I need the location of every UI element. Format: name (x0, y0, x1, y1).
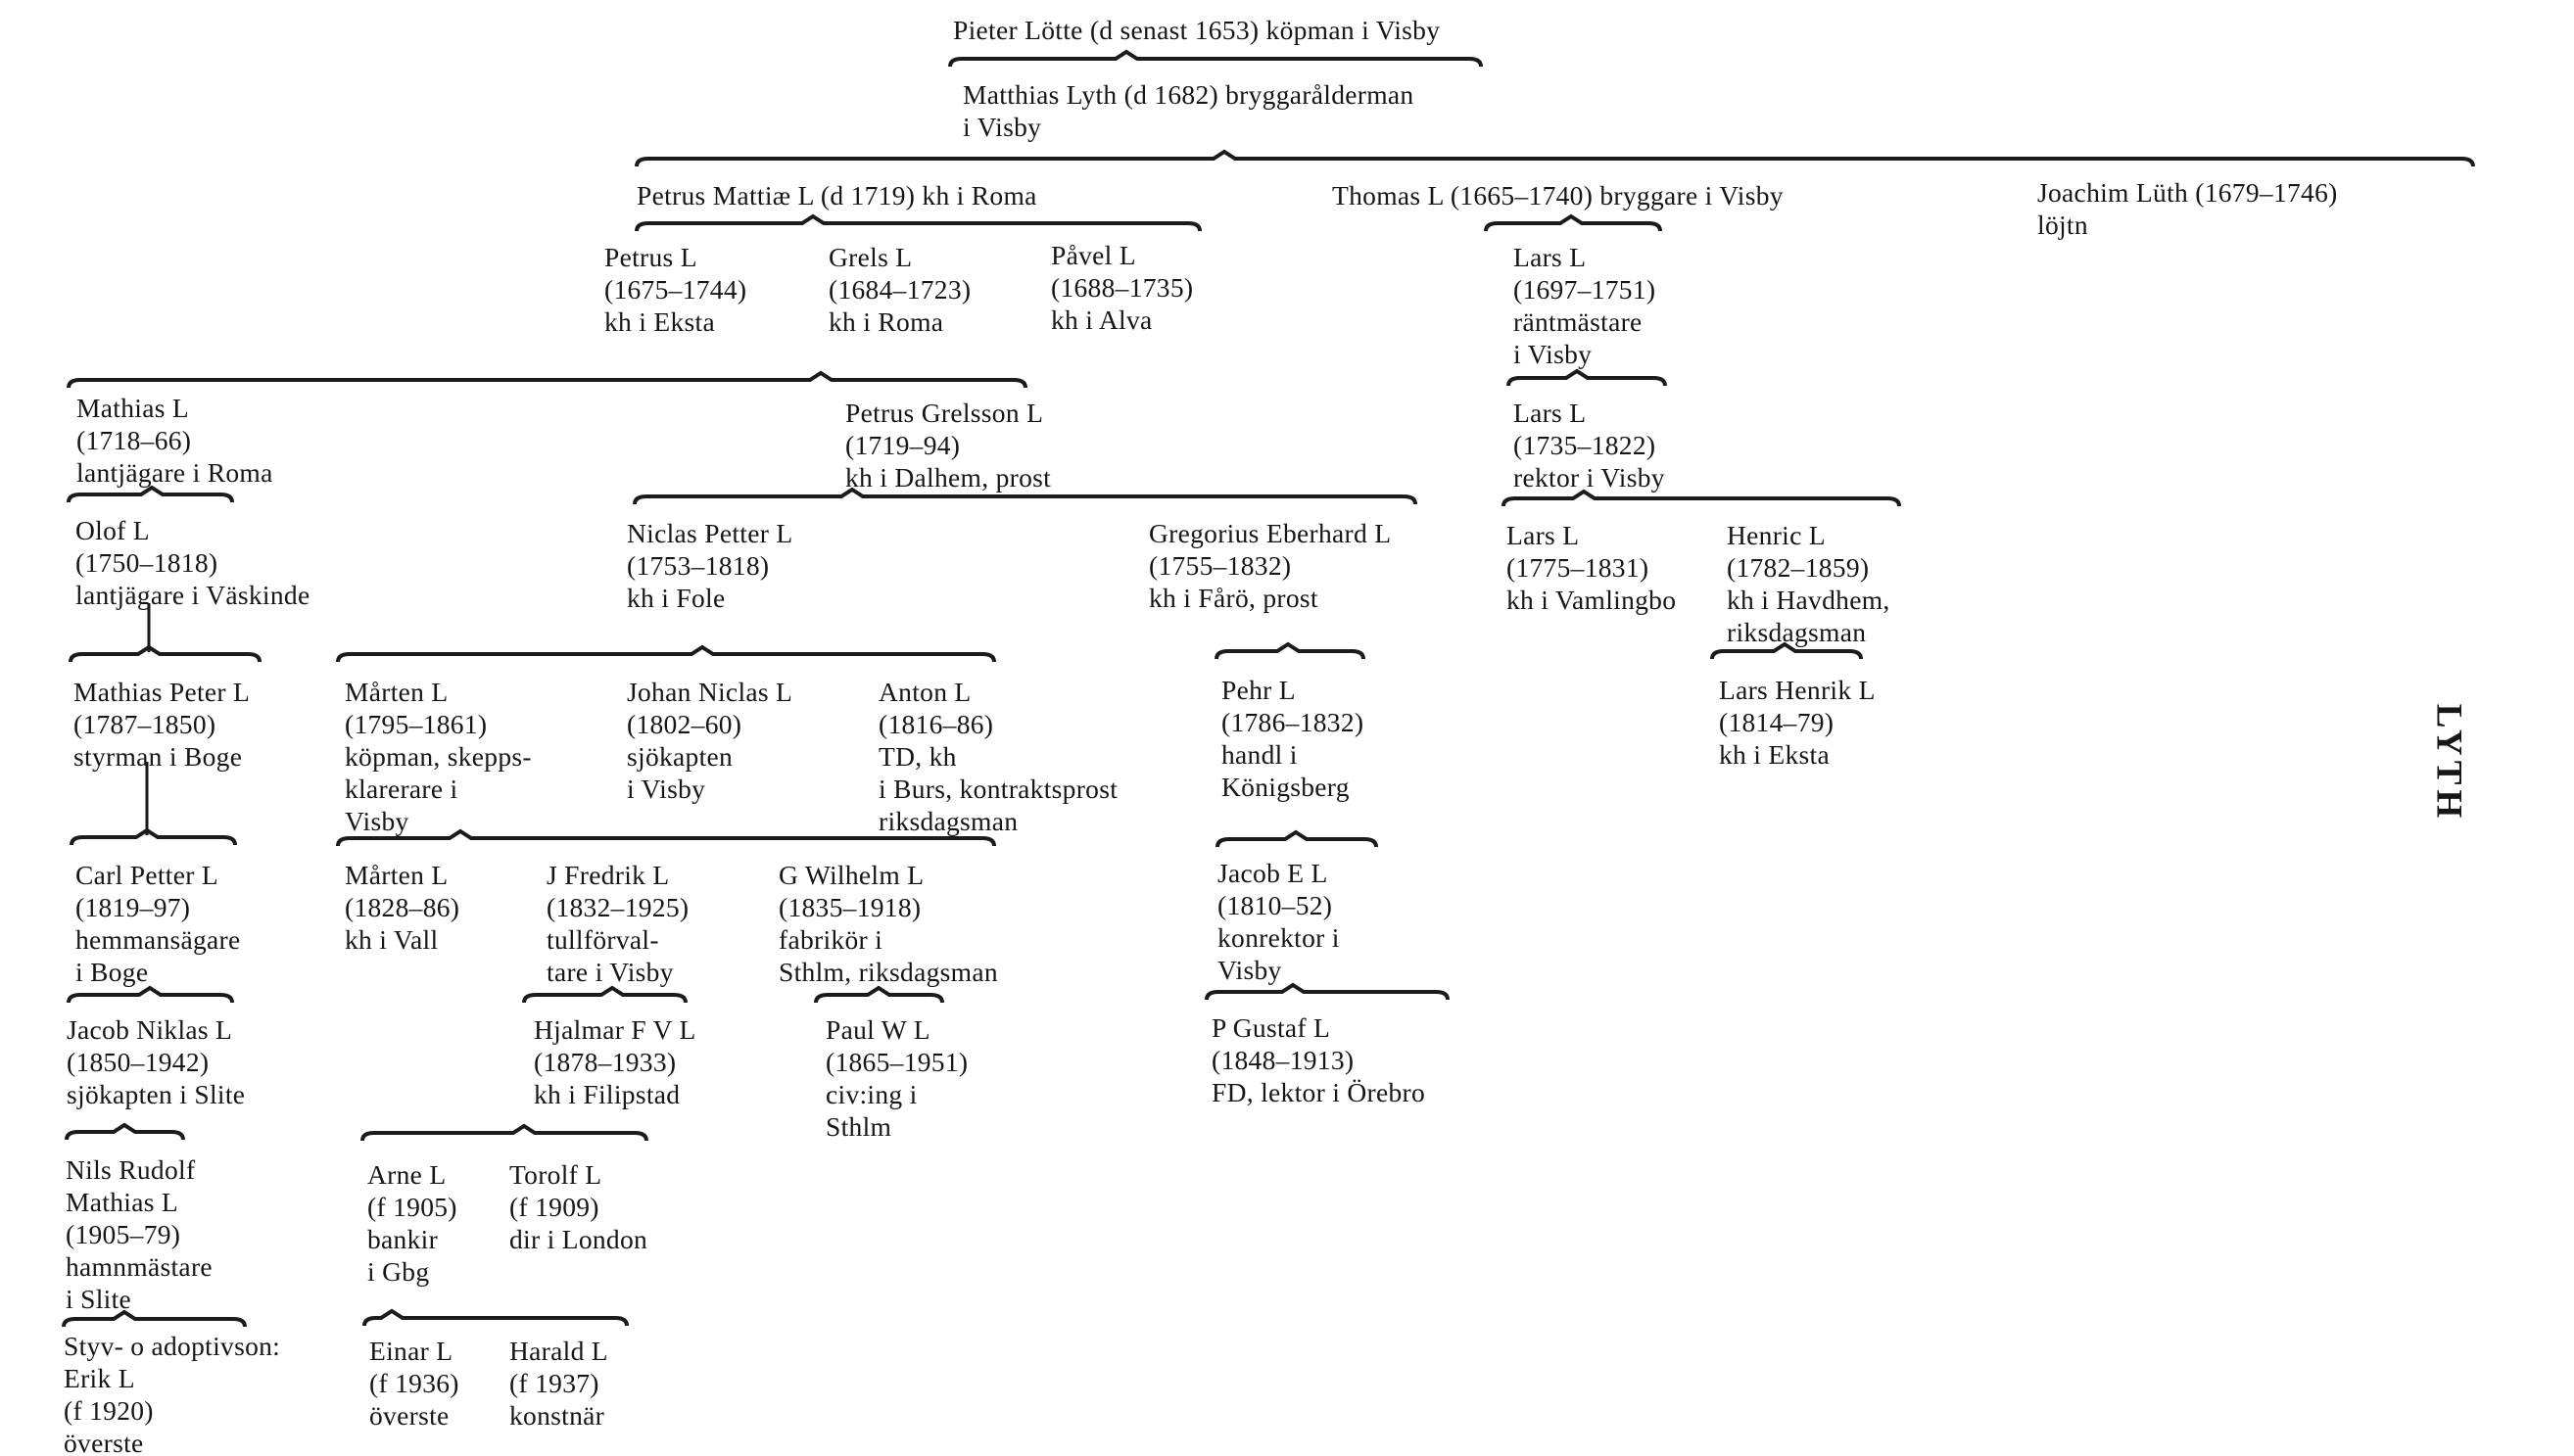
person-thomas (1332, 179, 1784, 211)
person-text-line: (1795–1861) (345, 709, 488, 739)
person-text-line: Einar L (369, 1336, 453, 1366)
person-marten-1795 (345, 676, 532, 837)
person-hjalmar (534, 1013, 696, 1110)
person-text-line: (f 1920) (64, 1395, 154, 1426)
person-gregorius-eberhard (1149, 517, 1391, 614)
person-henric (1727, 519, 1890, 648)
person-text-line: (1684–1723) (829, 274, 972, 305)
person-text-line: kh i Havdhem, (1727, 585, 1890, 615)
descent-bracket-b-niclas-petter-children (338, 647, 994, 662)
person-text-line: riksdagsman (879, 806, 1019, 836)
person-text-line: Jacob Niklas L (67, 1014, 233, 1045)
person-text-line: Sthlm (826, 1111, 892, 1142)
person-text-line: Königsberg (1221, 772, 1350, 802)
person-j-fredrik (547, 859, 689, 988)
person-jacob-niklas (67, 1013, 245, 1110)
person-text-line: Grels L (829, 242, 913, 272)
descent-bracket-b-gregorius-children (1216, 644, 1363, 659)
person-text-line: handl i (1221, 739, 1298, 770)
person-text-line: Mathias L (66, 1187, 178, 1217)
person-text-line: hamnmästare (66, 1251, 213, 1282)
person-text-line: (1719–94) (845, 430, 961, 460)
person-text-line: kh i Eksta (604, 306, 715, 337)
person-text-line: (1750–1818) (75, 547, 218, 578)
person-text-line: Hjalmar F V L (534, 1014, 696, 1045)
person-text-line: lantjägare i Väskinde (75, 580, 310, 610)
person-text-line: Harald L (509, 1336, 608, 1366)
person-text-line: överste (64, 1428, 144, 1456)
person-pavel (1051, 239, 1193, 336)
person-text-line: P Gustaf L (1212, 1012, 1331, 1043)
family-name-side-label: LYTH (2428, 703, 2469, 823)
descent-bracket-b-carl-petter-children (69, 988, 232, 1003)
person-text-line: Arne L (367, 1159, 447, 1190)
person-text-line: i Boge (75, 957, 149, 987)
person-text-line: Petrus Mattiæ L (d 1719) kh i Roma (637, 180, 1037, 211)
person-text-line: (1802–60) (627, 709, 742, 739)
person-text-line: Lars L (1513, 398, 1587, 428)
person-erik (64, 1330, 280, 1456)
person-lars-1775 (1506, 519, 1676, 616)
person-text-line: kh i Dalhem, prost (845, 462, 1052, 493)
person-text-line: (f 1905) (367, 1192, 457, 1222)
person-text-line: räntmästare (1513, 306, 1643, 337)
descent-bracket-b-lars1735-children (1503, 492, 1899, 506)
descent-bracket-b-gwilhelm-children (816, 988, 942, 1003)
person-text-line: Jacob E L (1217, 858, 1328, 888)
person-text-line: Lars L (1506, 520, 1580, 550)
person-text-line: (1753–1818) (627, 550, 770, 581)
person-text-line: kh i Eksta (1719, 739, 1830, 770)
descent-bracket-b-mathias1718-children (69, 488, 232, 502)
person-text-line: Pehr L (1221, 675, 1296, 705)
person-text-line: Anton L (879, 677, 972, 707)
person-harald (509, 1335, 608, 1432)
person-text-line: Joachim Lüth (1679–1746) (2037, 177, 2338, 208)
person-text-line: TD, kh (879, 741, 957, 772)
person-text-line: Petrus Grelsson L (845, 398, 1044, 428)
person-text-line: kh i Vamlingbo (1506, 585, 1677, 615)
person-text-line: hemmansägare (75, 924, 241, 955)
person-nils-rudolf (66, 1153, 213, 1315)
person-text-line: kh i Roma (829, 306, 944, 337)
person-text-line: (1828–86) (345, 892, 460, 922)
person-text-line: J Fredrik L (547, 860, 670, 890)
person-text-line: Mårten L (345, 860, 449, 890)
person-text-line: klarerare i (345, 774, 458, 804)
person-text-line: (1697–1751) (1513, 274, 1656, 305)
person-petrus-grelsson (845, 397, 1051, 493)
person-text-line: i Slite (66, 1284, 132, 1314)
person-text-line: Paul W L (826, 1014, 930, 1045)
person-text-line: tare i Visby (547, 957, 674, 987)
person-pehr (1221, 674, 1363, 803)
person-marten-1828 (345, 859, 459, 956)
person-text-line: Mårten L (345, 677, 449, 707)
person-text-line: löjtn (2037, 210, 2088, 240)
person-text-line: (1735–1822) (1513, 430, 1656, 460)
person-text-line: Matthias Lyth (d 1682) bryggarålderman (963, 79, 1414, 110)
person-anton (879, 676, 1118, 837)
person-text-line: (1832–1925) (547, 892, 690, 922)
descent-bracket-b-thomas-children (1486, 216, 1660, 231)
person-text-line: (1905–79) (66, 1219, 181, 1249)
person-text-line: Gregorius Eberhard L (1149, 518, 1392, 548)
person-text-line: (f 1936) (369, 1368, 459, 1398)
descent-bracket-b-jacob-niklas-children (67, 1125, 183, 1140)
person-text-line: kh i Filipstad (534, 1079, 681, 1109)
person-niclas-petter (627, 517, 792, 614)
person-p-gustaf (1212, 1011, 1425, 1108)
person-text-line: Torolf L (509, 1159, 602, 1190)
person-text-line: G Wilhelm L (779, 860, 925, 890)
person-text-line: Mathias Peter L (73, 677, 251, 707)
person-text-line: (1850–1942) (67, 1047, 210, 1077)
descent-bracket-b-hjalmar-children (362, 1126, 646, 1141)
person-text-line: Visby (345, 806, 409, 836)
person-johan-niclas (627, 676, 792, 805)
person-text-line: kh i Fårö, prost (1149, 583, 1318, 613)
person-text-line: (1718–66) (76, 425, 192, 455)
person-grels (829, 241, 971, 338)
descent-bracket-b-mathias-peter-children (72, 830, 235, 845)
person-lars-henrik (1719, 674, 1876, 771)
person-text-line: Visby (1217, 955, 1282, 985)
person-text-line: i Burs, kontraktsprost (879, 774, 1119, 804)
person-text-line: Styv- o adoptivson: (64, 1331, 281, 1361)
person-einar (369, 1335, 459, 1432)
person-text-line: (1819–97) (75, 892, 191, 922)
person-text-line: (1688–1735) (1051, 272, 1194, 303)
person-text-line: dir i London (509, 1224, 648, 1254)
person-text-line: i Visby (963, 112, 1042, 142)
person-text-line: i Visby (1513, 339, 1593, 369)
person-text-line: (1810–52) (1217, 890, 1333, 920)
person-text-line: köpman, skepps- (345, 741, 532, 772)
person-text-line: Påvel L (1051, 240, 1136, 270)
person-matthias-lyth (963, 78, 1413, 143)
person-text-line: Olof L (75, 515, 150, 545)
person-arne (367, 1158, 457, 1288)
person-text-line: (1835–1918) (779, 892, 922, 922)
descent-bracket-b-matthias-children (637, 152, 2473, 166)
person-text-line: kh i Fole (627, 583, 726, 613)
person-torolf (509, 1158, 647, 1255)
person-text-line: (1816–86) (879, 709, 994, 739)
person-text-line: kh i Alva (1051, 305, 1153, 335)
person-text-line: Johan Niclas L (627, 677, 793, 707)
person-text-line: (1848–1913) (1212, 1045, 1355, 1075)
person-lars-1697 (1513, 241, 1655, 370)
person-text-line: Sthlm, riksdagsman (779, 957, 998, 987)
descent-bracket-b-pieter-children (950, 52, 1481, 67)
person-carl-petter (75, 859, 241, 988)
person-lars-1735 (1513, 397, 1665, 493)
person-text-line: Lars L (1513, 242, 1587, 272)
person-text-line: (1865–1951) (826, 1047, 969, 1077)
person-text-line: (1782–1859) (1727, 552, 1870, 583)
person-text-line: Mathias L (76, 393, 189, 423)
person-text-line: (1675–1744) (604, 274, 747, 305)
person-text-line: lantjägare i Roma (76, 457, 273, 488)
person-text-line: (1814–79) (1719, 707, 1835, 737)
person-text-line: tullförval- (547, 924, 659, 955)
person-text-line: styrman i Boge (73, 741, 243, 772)
person-text-line: sjökapten (627, 741, 734, 772)
person-olof (75, 514, 310, 611)
person-text-line: kh i Vall (345, 924, 439, 955)
person-text-line: i Visby (627, 774, 706, 804)
person-text-line: Niclas Petter L (627, 518, 793, 548)
person-text-line: (1755–1832) (1149, 550, 1292, 581)
descent-bracket-b-jfredrik-children (524, 988, 686, 1003)
person-text-line: konstnär (509, 1400, 605, 1431)
person-text-line: riksdagsman (1727, 617, 1867, 647)
person-text-line: Henric L (1727, 520, 1826, 550)
person-text-line: (1786–1832) (1221, 707, 1364, 737)
person-text-line: Thomas L (1665–1740) bryggare i Visby (1332, 180, 1784, 211)
person-text-line: sjökapten i Slite (67, 1079, 246, 1109)
person-text-line: i Gbg (367, 1256, 430, 1287)
person-mathias-1718 (76, 392, 273, 489)
person-text-line: Lars Henrik L (1719, 675, 1876, 705)
person-joachim-luth (2037, 176, 2338, 241)
person-text-line: överste (369, 1400, 450, 1431)
person-text-line: (1878–1933) (534, 1047, 677, 1077)
person-text-line: (f 1937) (509, 1368, 599, 1398)
person-paul-w (826, 1013, 968, 1143)
descent-bracket-b-jacobe-children (1207, 985, 1448, 1000)
person-text-line: konrektor i (1217, 922, 1340, 953)
person-text-line: (1787–1850) (73, 709, 216, 739)
descent-bracket-b-pehr-children (1217, 832, 1376, 847)
person-text-line: FD, lektor i Örebro (1212, 1077, 1426, 1107)
descent-bracket-b-olof-children (71, 647, 260, 662)
person-pieter-lotte (953, 14, 1440, 46)
person-text-line: Erik L (64, 1363, 135, 1393)
person-text-line: civ:ing i (826, 1079, 918, 1109)
person-text-line: Nils Rudolf (66, 1154, 196, 1185)
person-g-wilhelm (779, 859, 998, 988)
person-text-line: (1775–1831) (1506, 552, 1649, 583)
person-text-line: Pieter Lötte (d senast 1653) köpman i Visby (953, 15, 1441, 45)
person-text-line: rektor i Visby (1513, 462, 1665, 493)
person-jacob-e (1217, 857, 1340, 986)
descent-bracket-b-lars1697-children (1508, 371, 1665, 386)
descent-bracket-b-petrus-mattiae-children (637, 216, 1200, 231)
person-text-line: fabrikör i (779, 924, 883, 955)
descent-bracket-b-grels-children (69, 373, 1025, 388)
person-petrus-mattiae (637, 179, 1037, 211)
person-text-line: bankir (367, 1224, 439, 1254)
person-text-line: Petrus L (604, 242, 697, 272)
descent-bracket-b-arne-children (364, 1311, 627, 1326)
person-mathias-peter (73, 676, 250, 773)
person-text-line: (f 1909) (509, 1192, 599, 1222)
person-petrus-1675 (604, 241, 746, 338)
person-text-line: Carl Petter L (75, 860, 218, 890)
